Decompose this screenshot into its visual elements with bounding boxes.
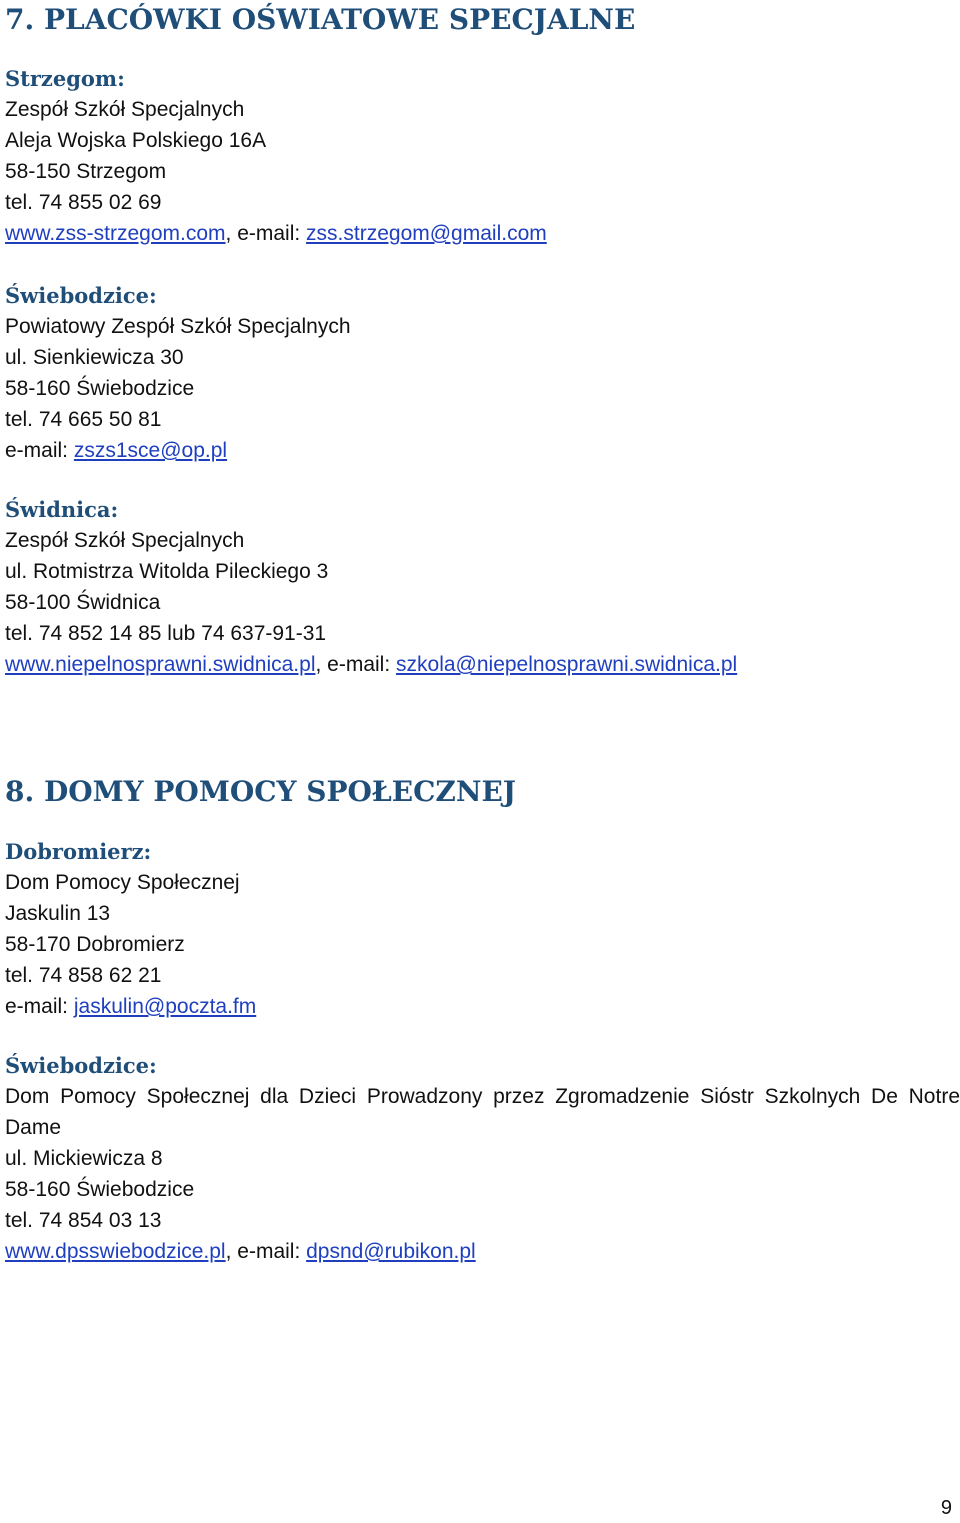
section-7: [5, 0, 960, 40]
email-label: e-mail:: [5, 439, 74, 462]
entry-swiebodzice-dps: [5, 1050, 960, 1267]
contact-line: [5, 991, 960, 1022]
email-link[interactable]: dpsnd@rubikon.pl: [306, 1240, 476, 1263]
contact-line: [5, 435, 960, 466]
email-label: , e-mail:: [225, 222, 307, 245]
postal-city: 58-170 Dobromierz: [5, 933, 185, 956]
contact-line: [5, 218, 960, 249]
email-label: e-mail:: [5, 995, 74, 1018]
email-link[interactable]: zss.strzegom@gmail.com: [306, 222, 547, 245]
phone: tel. 74 852 14 85 lub 74 637-91-31: [5, 622, 327, 645]
website-link[interactable]: www.zss-strzegom.com: [5, 222, 226, 245]
email-label: , e-mail:: [315, 653, 397, 676]
place-heading: Świdnica:: [5, 497, 119, 522]
entry-strzegom: [5, 63, 960, 249]
email-link[interactable]: zszs1sce@op.pl: [73, 439, 228, 462]
institution-name: Dom Pomocy Społecznej: [5, 871, 240, 894]
place-heading: Strzegom:: [5, 66, 125, 91]
institution-name: Powiatowy Zespół Szkół Specjalnych: [5, 315, 351, 338]
street-address: Aleja Wojska Polskiego 16A: [5, 129, 267, 152]
place-heading: Świebodzice:: [5, 1053, 157, 1078]
place-heading: Świebodzice:: [5, 283, 157, 308]
street-address: ul. Rotmistrza Witolda Pileckiego 3: [5, 560, 329, 583]
email-link[interactable]: jaskulin@poczta.fm: [73, 995, 257, 1018]
postal-city: 58-100 Świdnica: [5, 591, 161, 614]
contact-line: [5, 1236, 960, 1267]
institution-name: Dom Pomocy Społecznej dla Dzieci Prowadzony przez Zgromadzenie Sióstr Szkolnych De Notre Dame: [5, 1085, 960, 1139]
section-8: [5, 772, 960, 812]
entry-swiebodzice-school: [5, 280, 960, 466]
email-link[interactable]: szkola@niepelnosprawni.swidnica.pl: [396, 653, 738, 676]
section-8-title: 8. DOMY POMOCY SPOŁECZNEJ: [5, 775, 517, 808]
postal-city: 58-160 Świebodzice: [5, 377, 195, 400]
entry-dobromierz: [5, 836, 960, 1022]
institution-name: Zespół Szkół Specjalnych: [5, 98, 245, 121]
postal-city: 58-160 Świebodzice: [5, 1178, 195, 1201]
street-address: ul. Mickiewicza 8: [5, 1147, 163, 1170]
phone: tel. 74 854 03 13: [5, 1209, 162, 1232]
page-number: 9: [940, 1497, 952, 1519]
place-heading: Dobromierz:: [5, 839, 152, 864]
institution-name: Zespół Szkół Specjalnych: [5, 529, 245, 552]
phone: tel. 74 855 02 69: [5, 191, 162, 214]
entry-swidnica: [5, 494, 960, 680]
postal-city: 58-150 Strzegom: [5, 160, 167, 183]
phone: tel. 74 858 62 21: [5, 964, 162, 987]
section-7-title: 7. PLACÓWKI OŚWIATOWE SPECJALNE: [5, 3, 636, 36]
website-link[interactable]: www.niepelnosprawni.swidnica.pl: [5, 653, 316, 676]
contact-line: [5, 649, 960, 680]
phone: tel. 74 665 50 81: [5, 408, 162, 431]
street-address: ul. Sienkiewicza 30: [5, 346, 184, 369]
website-link[interactable]: www.dpsswiebodzice.pl: [5, 1240, 226, 1263]
email-label: , e-mail:: [225, 1240, 307, 1263]
street-address: Jaskulin 13: [5, 902, 111, 925]
